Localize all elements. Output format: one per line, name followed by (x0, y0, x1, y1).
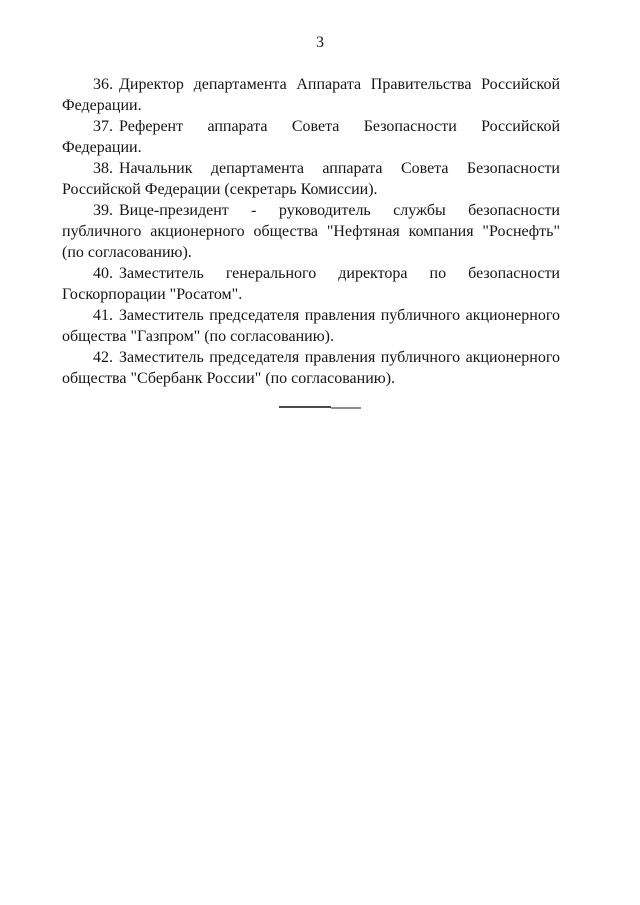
list-item (62, 158, 560, 200)
item-number: 39. (93, 202, 113, 219)
item-text: Референт аппарата Совета Безопасности Российской Федерации. (62, 118, 560, 156)
item-text: Заместитель председателя правления публичного акционерного общества "Сбербанк России" (по согласованию). (62, 349, 560, 387)
item-number: 37. (93, 118, 113, 135)
end-divider-dark-segment (279, 406, 331, 408)
end-divider-light-segment (331, 407, 361, 409)
item-text: Начальник департамента аппарата Совета Безопасности Российской Федерации (секретарь Комиссии). (62, 160, 560, 198)
list-item (62, 200, 560, 263)
list-item (62, 74, 560, 116)
end-divider (279, 406, 361, 409)
list-item (62, 305, 560, 347)
document-body (62, 74, 560, 389)
item-number: 38. (93, 160, 113, 177)
item-number: 42. (93, 349, 113, 366)
list-item (62, 263, 560, 305)
item-text: Заместитель председателя правления публичного акционерного общества "Газпром" (по согласованию). (62, 307, 560, 345)
item-number: 36. (93, 76, 113, 93)
item-text: Директор департамента Аппарата Правительства Российской Федерации. (62, 76, 560, 114)
item-text: Вице-президент - руководитель службы безопасности публичного акционерного общества "Нефтяная компания "Роснефть" (по согласованию). (62, 202, 560, 261)
page-number: 3 (316, 34, 324, 51)
item-text: Заместитель генерального директора по безопасности Госкорпорации "Росатом". (62, 265, 560, 303)
item-number: 41. (93, 307, 113, 324)
list-item (62, 347, 560, 389)
list-item (62, 116, 560, 158)
item-number: 40. (93, 265, 113, 282)
